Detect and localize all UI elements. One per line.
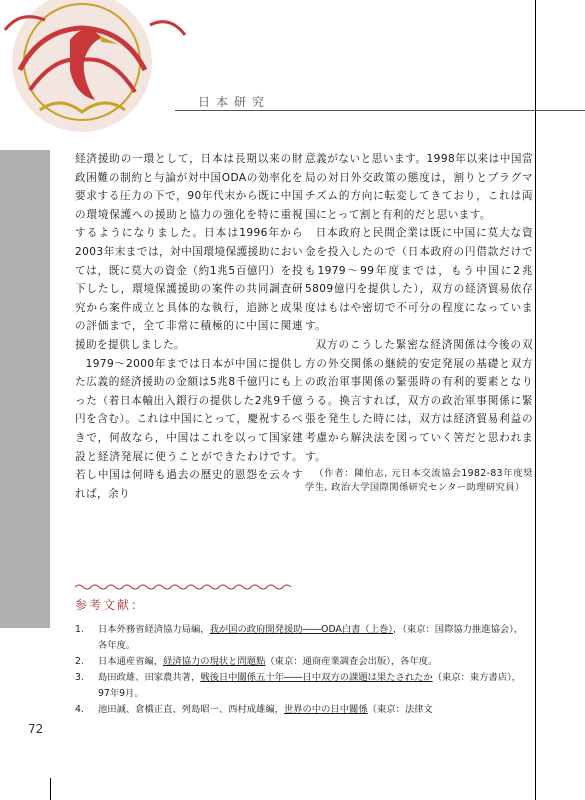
- crane-emblem-icon: [0, 0, 195, 150]
- page-number: 72: [28, 722, 44, 736]
- reference-author: 池田誠、倉橋正直、列島昭一、西村成雄編，: [98, 704, 284, 715]
- reference-number: 2.: [75, 656, 84, 667]
- reference-number: 3.: [75, 672, 84, 683]
- author-note: （作者：陳伯志, 元日本交流協会1982-83年度奨学生, 政治大学国際関係研究センター助理研究員）: [305, 468, 533, 494]
- reference-author: 日本外務省経済協力局編，: [98, 624, 210, 635]
- crop-line-vertical: [535, 0, 536, 800]
- reference-author: 日本通産省編，: [98, 656, 164, 667]
- reference-author: 島田政雄、田家農共著，: [98, 672, 201, 683]
- side-band: [0, 150, 50, 628]
- reference-number: 1.: [75, 624, 84, 635]
- reference-item: [75, 670, 525, 702]
- body-column-right: [305, 150, 533, 495]
- references-title: 参考文献：: [75, 598, 146, 612]
- reference-title: 世界の中の日中關係: [283, 704, 368, 715]
- crop-line-bottom-left: [50, 778, 51, 800]
- paragraph: 経済援助の一環として，日本は長期以来の財政困難の制約と与論が対中国ODAの効率化を要求する圧力の下で，90年代末から既に中国の環境保護への援助と協力の強化を特に重視するようになりました。日本は1996年から2003年末までは，対中国環境保護援助においては，既に莫大の資金（約1兆5百億円）を投下したし，環境保護援助の案件の共同調査研究から案件成立と具体的な執行，追跡と成果の評価まで，全て非常に積極的に中国に関連援助を提供しました。: [75, 153, 303, 351]
- reference-publisher: （東京：東方書店），97年9月。: [98, 672, 522, 699]
- header-rule: [175, 110, 585, 111]
- reference-publisher: （東京：通商産業調査会出版），各年度。: [265, 656, 438, 667]
- reference-title: 経済協力の現状と問題點: [163, 656, 266, 667]
- reference-item: [75, 622, 525, 654]
- paragraph: 双方のこうした緊密な経済関係は今後の双方の外交関係の継続的安定発展の基礎と双方の政治軍事関係の緊張時の有利的要素となりうる。換言すれば，双方の政治軍事関係に緊張を発生した時には，双方は経済貿易利益の考慮から解決法を図っていく筈だと思われます。: [305, 338, 533, 463]
- reference-item: [75, 654, 525, 670]
- reference-item: [75, 702, 525, 718]
- reference-publisher: （東京：法律文: [367, 704, 433, 715]
- paragraph: 意義がないと思います。1998年以来は中国當局の対日外交政策の態度は，割りとプラグマチズム的方向に転変してきており，これは両国にとって割と有利的だと思います。: [305, 153, 533, 221]
- reference-title: 我が国の政府開発援助――ODA白書（上巻）: [209, 624, 393, 635]
- section-header-title: 日本研究: [198, 95, 271, 109]
- paragraph: 1979～2000年までは日本が中国に提供した広義的経済援助の金額は5兆8千億円にも上った（着日本輸出入銀行の提供した2兆9千億円を含む）。これは中国にとって，慶祝するべきで，何故なら，中国はこれを以って国家建設と経済発展に使うことができたわけです。若し中国は何時も過去の歴史的恩怨を云々すれば，余り: [75, 357, 303, 500]
- paragraph: 日本政府と民間企業は既に中国に莫大な資金を投入したので（日本政府の円借款だけでも1979～99年度までは，もう中国に2兆5809億円を提供した），双方の経済貿易依存度はもはや密切で不可分の程度になっています。: [305, 227, 533, 333]
- reference-number: 4.: [75, 704, 84, 715]
- reference-list: [75, 622, 525, 718]
- body-column-left: [75, 150, 303, 503]
- wavy-divider: [75, 583, 295, 591]
- reference-publisher: ，（東京：国際協力推進協会），各年度。: [98, 624, 524, 651]
- reference-title: 戦後日中關係五十年――日中双方の課題は果たされたか: [200, 672, 433, 683]
